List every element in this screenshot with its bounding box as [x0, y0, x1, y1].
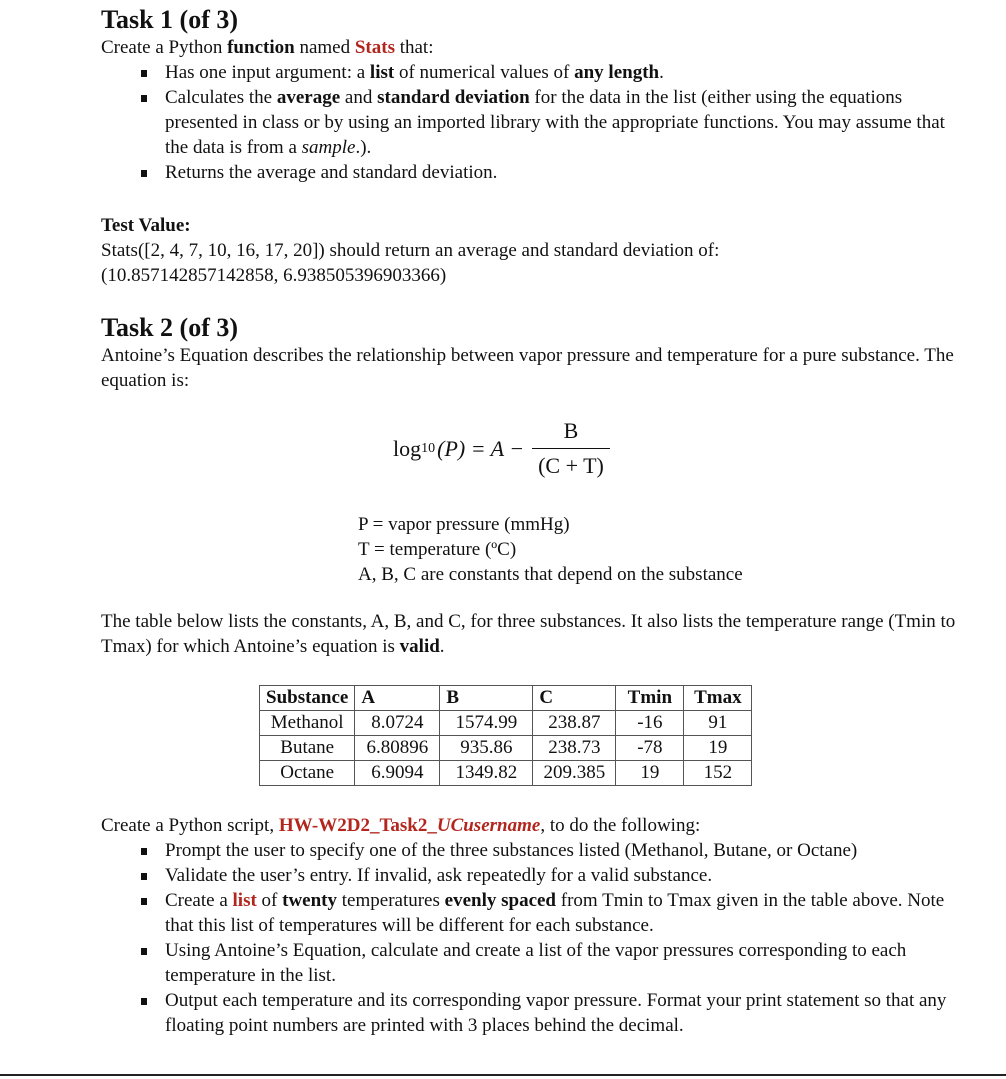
text-run: UCusername — [436, 815, 541, 836]
eq-fraction — [532, 418, 610, 479]
text-run: Using Antoine’s Equation, calculate and create a list of the vapor pressures corresponding to each temperature in the list. — [165, 940, 907, 986]
text-run: of — [256, 890, 283, 911]
value-cell: 238.87 — [533, 711, 616, 736]
header-substance: Substance — [260, 686, 355, 711]
bullet-item — [101, 888, 961, 938]
text-run: twenty — [282, 890, 338, 911]
text-run: The table below lists the constants, A, B, and C, for three substances. It also lists the temperature range (Tmin to Tmax) for which Antoine’s equation is — [101, 611, 956, 657]
bullet-item — [101, 60, 961, 85]
value-cell: -78 — [616, 736, 684, 761]
task2-script-section — [101, 813, 961, 1038]
value-cell: 152 — [684, 761, 752, 786]
text-run: HW-W2D2_Task2_ — [278, 815, 437, 836]
text-run: temperatures — [337, 890, 445, 911]
value-cell: 8.0724 — [355, 711, 440, 736]
task2-bullets — [101, 838, 961, 1038]
bullet-item — [101, 838, 961, 863]
text-run: . — [659, 62, 664, 83]
table-row — [260, 736, 752, 761]
bullet-item — [101, 988, 961, 1038]
text-run: valid — [399, 636, 440, 657]
value-cell: 935.86 — [440, 736, 533, 761]
text-run: Calculates the — [165, 87, 277, 108]
task2-section — [101, 313, 961, 393]
text-run: . — [439, 636, 445, 657]
bullet-item — [101, 938, 961, 988]
test-value-section — [101, 213, 961, 288]
bullet-item — [101, 85, 961, 160]
task2-title: Task 2 (of 3) — [101, 313, 239, 342]
eq-numerator: B — [563, 418, 579, 443]
value-cell: 19 — [616, 761, 684, 786]
substance-cell: Methanol — [260, 711, 355, 736]
value-cell: 6.9094 — [355, 761, 440, 786]
antoine-equation — [393, 418, 610, 479]
value-cell: 1349.82 — [440, 761, 533, 786]
header-b: B — [440, 686, 533, 711]
header-a: A — [355, 686, 440, 711]
task1-title: Task 1 (of 3) — [101, 5, 239, 34]
variable-definitions — [358, 512, 743, 587]
value-cell: 1574.99 — [440, 711, 533, 736]
value-cell: 6.80896 — [355, 736, 440, 761]
task1-section — [101, 5, 961, 185]
text-run: .). — [355, 137, 372, 158]
task2-intro: Antoine’s Equation describes the relationship between vapor pressure and temperature for a pure substance. The equation is: — [101, 345, 954, 391]
eq-denominator: (C + T) — [532, 448, 610, 479]
text-run: Create a — [165, 890, 233, 911]
value-cell: 91 — [684, 711, 752, 736]
text-run: for the data in the list (either using the equations presented in class or by using an imported library with the appropriate functions. You may assume that the data is from a — [165, 87, 945, 158]
text-run: Stats — [354, 37, 395, 58]
text-run: Validate the user’s entry. If invalid, ask repeatedly for a valid substance. — [165, 865, 713, 886]
value-cell: 19 — [684, 736, 752, 761]
text-run: Prompt the user to specify one of the three substances listed (Methanol, Butane, or Octane) — [165, 840, 858, 861]
task1-intro — [101, 35, 961, 60]
text-run: named — [294, 37, 355, 58]
test-value-label: Test Value: — [101, 215, 191, 236]
text-run: Create a Python script, — [101, 815, 279, 836]
antoine-constants-table — [259, 685, 752, 786]
text-run: standard deviation — [377, 87, 530, 108]
page-bottom-rule — [0, 1074, 1006, 1076]
def-t: T = temperature (ºC) — [358, 539, 517, 560]
text-run: list — [232, 890, 257, 911]
bullet-item — [101, 863, 961, 888]
text-run: and — [340, 87, 378, 108]
test-result: (10.857142857142858, 6.938505396903366) — [101, 265, 447, 286]
value-cell: 209.385 — [533, 761, 616, 786]
eq-subscript: 10 — [421, 440, 436, 456]
script-intro — [101, 813, 961, 838]
def-abc: A, B, C are constants that depend on the substance — [358, 564, 743, 585]
header-c: C — [533, 686, 616, 711]
text-run: that: — [394, 37, 434, 58]
text-run: Has one input argument: a — [165, 62, 370, 83]
bullet-item — [101, 160, 961, 185]
text-run: list — [369, 62, 395, 83]
test-call: Stats([2, 4, 7, 10, 16, 17, 20]) should return an average and standard deviation of: — [101, 240, 720, 261]
table-intro — [101, 609, 961, 659]
value-cell: 238.73 — [533, 736, 616, 761]
header-tmax: Tmax — [684, 686, 752, 711]
value-cell: -16 — [616, 711, 684, 736]
text-run: of numerical values of — [394, 62, 575, 83]
table-row — [260, 761, 752, 786]
text-run: function — [227, 37, 295, 58]
table-row — [260, 711, 752, 736]
text-run: any length — [574, 62, 660, 83]
text-run: average — [276, 87, 341, 108]
task1-bullets — [101, 60, 961, 185]
text-run: Output each temperature and its corresponding vapor pressure. Format your print statement so that any floating point numbers are printed with 3 places behind the decimal. — [165, 990, 947, 1036]
text-run: , to do the following: — [540, 815, 701, 836]
table-header-row — [260, 686, 752, 711]
text-run: Returns the average and standard deviation. — [165, 162, 498, 183]
eq-log: log — [393, 435, 422, 461]
text-run: Create a Python — [101, 37, 228, 58]
eq-arg: (P) = A − — [437, 435, 525, 461]
substance-cell: Octane — [260, 761, 355, 786]
substance-cell: Butane — [260, 736, 355, 761]
def-p: P = vapor pressure (mmHg) — [358, 514, 570, 535]
text-run: sample — [301, 137, 356, 158]
header-tmin: Tmin — [616, 686, 684, 711]
text-run: evenly spaced — [444, 890, 556, 911]
text-run: from Tmin to Tmax given in the table above. Note that this list of temperatures will be different for each substance. — [165, 890, 945, 936]
